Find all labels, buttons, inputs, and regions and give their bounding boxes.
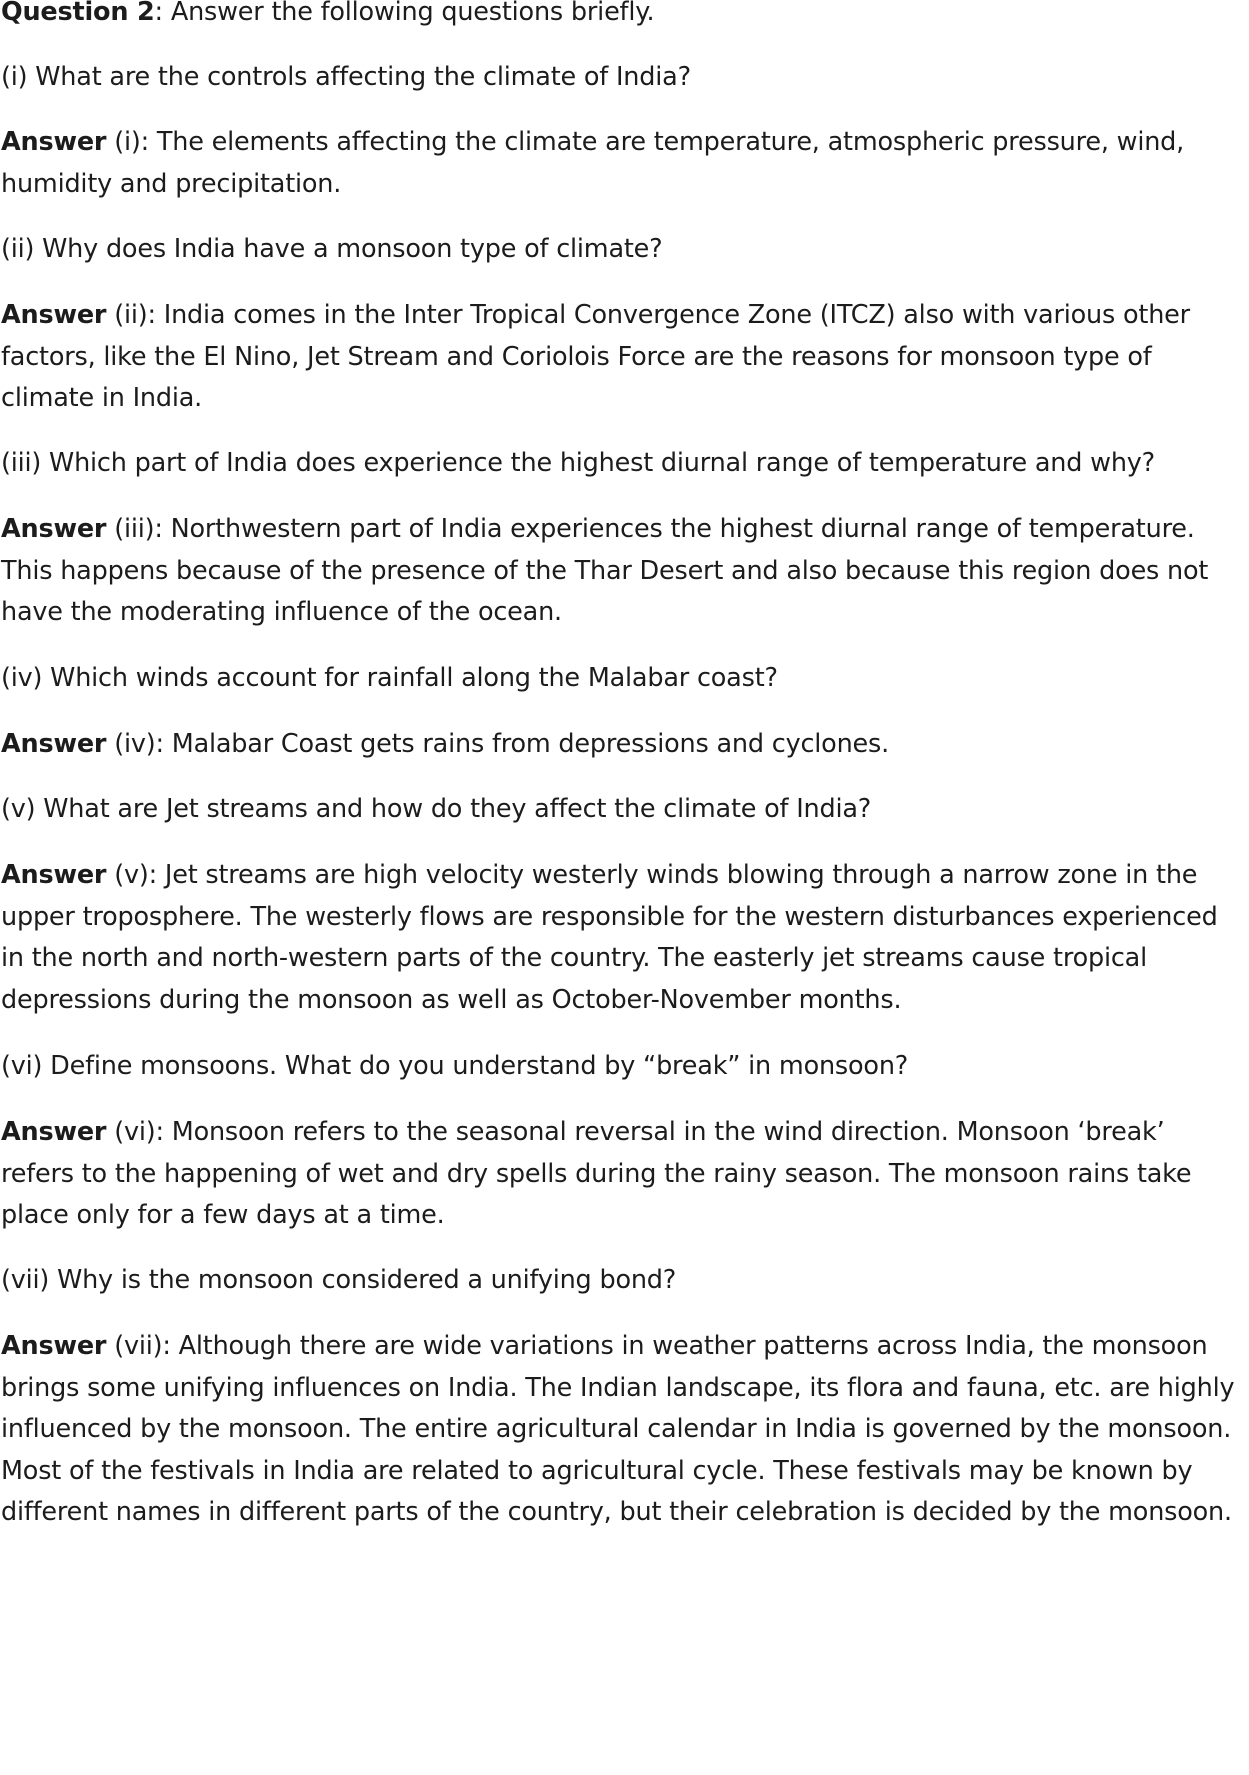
answer-v: [1, 855, 1241, 1021]
answer-label: Answer: [1, 1117, 107, 1147]
answer-iv: [1, 724, 1241, 766]
question-heading: [1, 0, 1241, 34]
answer-ii: [1, 295, 1241, 420]
answer-text: (iv): Malabar Coast gets rains from depressions and cyclones.: [106, 729, 890, 759]
answer-vi: [1, 1112, 1241, 1237]
answer-i: [1, 122, 1241, 205]
question-number: Question 2: [1, 0, 155, 27]
answer-text: (iii): Northwestern part of India experiences the highest diurnal range of temperature. This happens because of the presence of the Thar Desert and also because this region does not have the moderating influence of the ocean.: [1, 514, 1209, 627]
answer-label: Answer: [1, 860, 107, 890]
question-i: (i) What are the controls affecting the climate of India?: [1, 62, 691, 92]
answer-text: (i): The elements affecting the climate are temperature, atmospheric pressure, wind, humidity and precipitation.: [1, 127, 1185, 199]
answer-text: (v): Jet streams are high velocity westerly winds blowing through a narrow zone in the upper troposphere. The westerly flows are responsible for the western disturbances experienced in the north and north-western parts of the country. The easterly jet streams cause tropical depressions during the monsoon as well as October-November months.: [1, 860, 1218, 1015]
answer-text: (ii): India comes in the Inter Tropical Convergence Zone (ITCZ) also with various other factors, like the El Nino, Jet Stream and Coriolois Force are the reasons for monsoon type of climate in India.: [1, 300, 1190, 413]
answer-iii: [1, 509, 1241, 634]
answer-label: Answer: [1, 729, 107, 759]
answer-text: (vii): Although there are wide variations in weather patterns across India, the monsoon brings some unifying influences on India. The Indian landscape, its flora and fauna, etc. are highly influenced by the monsoon. The entire agricultural calendar in India is governed by the monsoon. Most of the festivals in India are related to agricultural cycle. These festivals may be known by different names in different parts of the country, but their celebration is decided by the monsoon.: [1, 1331, 1235, 1527]
question-ii: (ii) Why does India have a monsoon type of climate?: [1, 234, 663, 264]
question-vi: (vi) Define monsoons. What do you understand by “break” in monsoon?: [1, 1051, 909, 1081]
answer-label: Answer: [1, 1331, 107, 1361]
answer-label: Answer: [1, 514, 107, 544]
answer-label: Answer: [1, 300, 107, 330]
answer-text: (vi): Monsoon refers to the seasonal reversal in the wind direction. Monsoon ‘break’ refers to the happening of wet and dry spells during the rainy season. The monsoon rains take place only for a few days at a time.: [1, 1117, 1192, 1230]
question-v: (v) What are Jet streams and how do they affect the climate of India?: [1, 794, 872, 824]
answer-vii: [1, 1326, 1241, 1534]
question-vii: (vii) Why is the monsoon considered a unifying bond?: [1, 1265, 677, 1295]
question-iii: (iii) Which part of India does experience the highest diurnal range of temperature and why?: [1, 448, 1156, 478]
question-instruction: : Answer the following questions briefly.: [154, 0, 655, 27]
question-iv: (iv) Which winds account for rainfall along the Malabar coast?: [1, 663, 778, 693]
answer-label: Answer: [1, 127, 107, 157]
